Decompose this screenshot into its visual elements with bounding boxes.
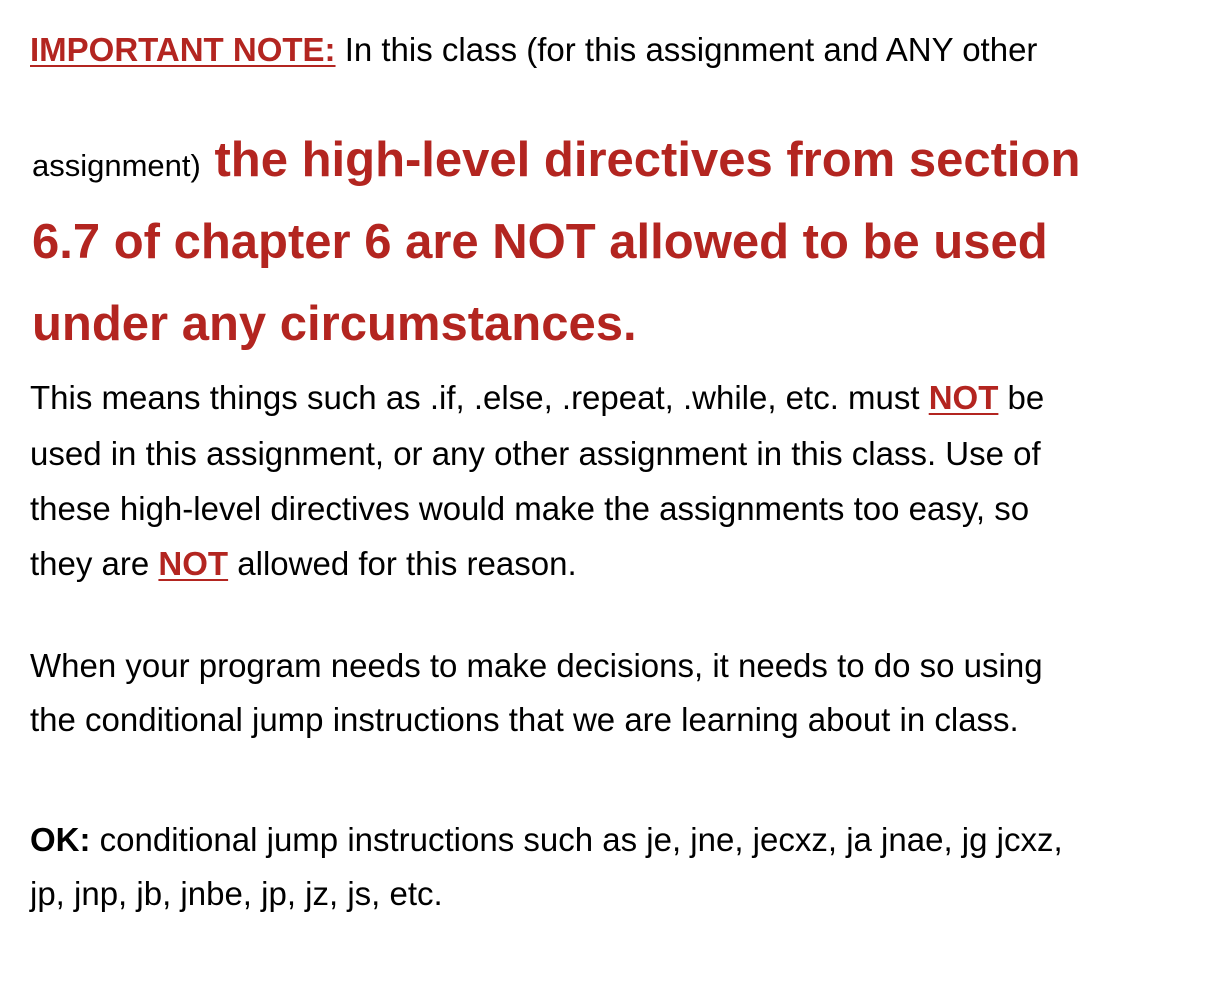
paragraph-1-line-3: these high-level directives would make the assignments too easy, so — [30, 490, 1030, 527]
not-emphasis-2: NOT — [158, 545, 229, 582]
intro-text: In this class (for this assignment and ANY other — [335, 31, 1038, 68]
ok-text: conditional jump instructions such as je, jne, jecxz, ja jnae, jg jcxz, — [90, 821, 1063, 858]
ok-line-1 — [30, 820, 1063, 860]
p1-text-a: This means things such as .if, .else, .repeat, .while, etc. must — [30, 379, 929, 416]
ok-line-2: jp, jnp, jb, jnbe, jp, jz, js, etc. — [30, 875, 443, 912]
paragraph-1-line-1 — [30, 378, 1044, 418]
assignment-word: assignment) — [32, 148, 201, 183]
paragraph-1-line-4 — [30, 544, 577, 584]
paragraph-2-line-2: the conditional jump instructions that we are learning about in class. — [30, 701, 1019, 738]
paragraph-1-line-2: used in this assignment, or any other assignment in this class. Use of — [30, 435, 1041, 472]
directive-warning-line-1 — [32, 130, 1080, 196]
p1-l4-text-a: they are — [30, 545, 159, 582]
p1-l4-text-b: allowed for this reason. — [228, 545, 577, 582]
ok-label: OK: — [30, 821, 91, 858]
important-note-line — [30, 30, 1037, 70]
p1-text-b: be — [998, 379, 1045, 416]
directive-warning-line-2: 6.7 of chapter 6 are NOT allowed to be used — [32, 215, 1048, 269]
directive-warning-line-3: under any circumstances. — [32, 297, 637, 351]
paragraph-2-line-1: When your program needs to make decisions, it needs to do so using — [30, 647, 1043, 684]
directive-warning-text-1: the high-level directives from section — [200, 133, 1081, 187]
not-emphasis-1: NOT — [928, 379, 999, 416]
important-note-label: IMPORTANT NOTE: — [30, 31, 336, 68]
